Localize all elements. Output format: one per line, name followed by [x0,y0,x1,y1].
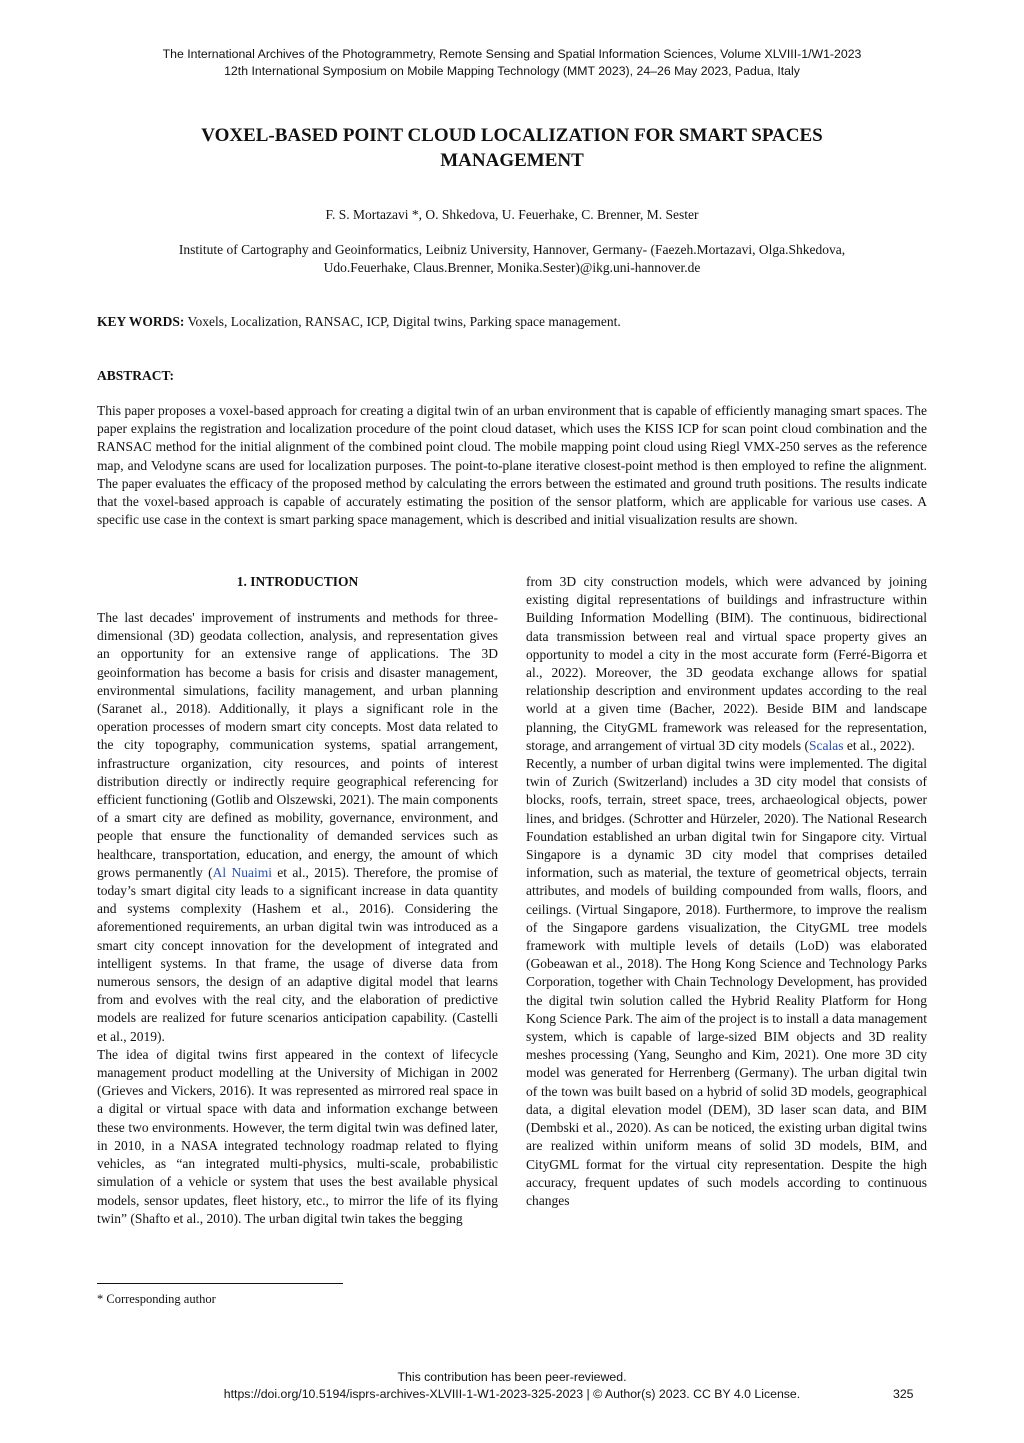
intro-paragraph-1-b: et al., 2015). Therefore, the promise of today’s smart digital city leads to a significant increase in data quantity and systems complexity (Hashem et al., 2016). Considering the aforementioned requirements, an urban digital twin was introduced as a smart city concept innovation for the development of integrated and intelligent systems. In that frame, the usage of diverse data from numerous sensors, the design of an adaptive digital model that learns from and evolves with the real city, and the elaboration of predictive models are realized for future scenarios anticipation capability. (Castelli et al., 2019). [97,864,498,1044]
right-column [526,573,927,1210]
intro-paragraph-3 [526,573,927,755]
title-line-1: VOXEL-BASED POINT CLOUD LOCALIZATION FOR SMART SPACES [201,125,823,146]
running-header [0,46,1024,80]
intro-paragraph-1-a: The last decades' improvement of instruments and methods for three-dimensional (3D) geodata collection, analysis, and representation gives an opportunity for an extensive range of applications. The 3D geoinformation has become a basis for crisis and disaster management, environmental simulations, facility management, and urban planning (Saranet al., 2018). Additionally, it plays a significant role in the operation processes of modern smart city concepts. Most data related to the city topography, communication systems, spatial arrangement, infrastructure organization, city resources, and points of interest distribution directly or indirectly require geographical referencing for efficient functioning (Gotlib and Olszewski, 2021). The main components of a smart city are defined as mobility, governance, environment, and people that ensure the functionality of demanded services such as healthcare, transportation, education, and energy, the amount of which grows permanently ( [97,610,498,880]
title-line-2: MANAGEMENT [440,150,584,171]
citation-link-al-nuaimi[interactable]: Al Nuaimi [212,864,272,880]
affiliation-line-1: Institute of Cartography and Geoinformatics, Leibniz University, Hannover, Germany- (Faezeh.Mortazavi, Olga.Shkedova, [178,242,846,257]
left-column [97,573,498,1228]
header-line-2: 12th International Symposium on Mobile Mapping Technology (MMT 2023), 24–26 May 2023, Padua, Italy [224,64,800,78]
abstract-heading: ABSTRACT: [97,368,175,383]
authors: F. S. Mortazavi *, O. Shkedova, U. Feuerhake, C. Brenner, M. Sester [325,207,699,222]
abstract-text: This paper proposes a voxel-based approach for creating a digital twin of an urban environment that is capable of efficiently managing smart spaces. The paper explains the registration and localization procedure of the point cloud dataset, which uses the KISS ICP for scan point cloud combination and the RANSAC method for the initial alignment of the combined point cloud. The mobile mapping point cloud using Riegl VMX-250 serves as the reference map, and Velodyne scans are used for localization purposes. The point-to-plane iterative closest-point method is then employed to refine the alignment. The paper evaluates the efficacy of the proposed method by calculating the errors between the estimated and ground truth positions. The results indicate that the voxel-based approach is capable of accurately estimating the position of the sensor platform, which are applicable for various use cases. A specific use case in the context is smart parking space management, which is described and initial visualization results are shown. [97,403,927,528]
citation-link-scalas[interactable]: Scalas [809,737,844,753]
paper-title [80,123,944,173]
footer-line-1: This contribution has been peer-reviewed. [397,1370,627,1384]
keywords-label: KEY WORDS: [97,314,185,329]
page-footer [0,1369,1024,1403]
footnote: * Corresponding author [97,1292,216,1306]
header-line-1: The International Archives of the Photogrammetry, Remote Sensing and Spatial Information Sciences, Volume XLVIII-1/W1-2023 [162,47,862,61]
intro-paragraph-3-a: from 3D city construction models, which were advanced by joining existing digital representations of buildings and infrastructure within Building Information Modelling (BIM). The continuous, bidirectional data transmission between real and virtual space property gives an opportunity to model a city in the most accurate form (Ferré-Bigorra et al., 2022). Moreover, the 3D geodata exchange allows for spatial relationship description and environment updates according to the real world at a given time (Bacher, 2022). Beside BIM and landscape planning, the CityGML framework was released for the representation, storage, and arrangement of virtual 3D city models ( [526,574,927,753]
affiliation [96,241,928,277]
intro-paragraph-2: The idea of digital twins first appeared in the context of lifecycle management product modelling at the University of Michigan in 2002 (Grieves and Vickers, 2016). It was represented as mirrored real space in a digital or virtual space with data and information exchange between these two environments. However, the term digital twin was defined later, in 2010, in a NASA integrated technology roadmap related to flying vehicles, as “an integrated multi-physics, multi-scale, probabilistic simulation of a vehicle or system that uses the best available physical models, sensor updates, fleet history, etc., to mirror the life of its flying twin” (Shafto et al., 2010). The urban digital twin takes the begging [97,1046,498,1226]
footer-doi-link[interactable]: https://doi.org/10.5194/isprs-archives-XLVIII-1-W1-2023-325-2023 | © Author(s) 2023. CC BY 4.0 License. [223,1387,801,1401]
page-number: 325 [893,1387,914,1401]
intro-paragraph-4: Recently, a number of urban digital twins were implemented. The digital twin of Zurich (Switzerland) includes a 3D city model that consists of blocks, roofs, terrain, street space, trees, archaeological objects, power lines, and bridges. (Schrotter and Hürzeler, 2020). The National Research Foundation established an urban digital twin for Singapore city. Virtual Singapore is a dynamic 3D city model that comprises detailed information, such as material, the texture of geometrical objects, terrain attributes, and models of building compounded from walls, floors, and ceilings. (Virtual Singapore, 2018). Furthermore, to improve the realism of the Singapore gardens visualization, the CityGML tree models framework with multiple levels of details (LoD) was elaborated (Gobeawan et al., 2018). The Hong Kong Science and Technology Parks Corporation, together with Chain Technology Development, has provided the digital twin solution called the Hybrid Reality Platform for Hong Kong Science Park. The aim of the project is to install a data management system, which is capable of large-sized BIM objects and 3D reality meshes processing (Yang, Seungho and Kim, 2021). One more 3D city model was generated for Herrenberg (Germany). The urban digital twin of the town was built based on a hybrid of solid 3D models, geographical data, a digital elevation model (DEM), 3D laser scan data, and BIM (Dembski et al., 2020). As can be noticed, the existing urban digital twins are realized within uniform means of solid 3D models, BIM, and CityGML format for the virtual city representation. Despite the high accuracy, frequent updates of such models according to continuous changes [526,756,927,1208]
keywords-text: Voxels, Localization, RANSAC, ICP, Digital twins, Parking space management. [184,314,621,329]
affiliation-line-2: Udo.Feuerhake, Claus.Brenner, Monika.Sester)@ikg.uni-hannover.de [323,260,701,275]
keywords [97,313,927,331]
intro-paragraph-3-b: et al., 2022). [843,737,915,753]
section-heading-introduction: 1. INTRODUCTION [236,574,359,589]
footnote-rule [97,1283,343,1284]
intro-paragraph-1 [97,609,498,1046]
